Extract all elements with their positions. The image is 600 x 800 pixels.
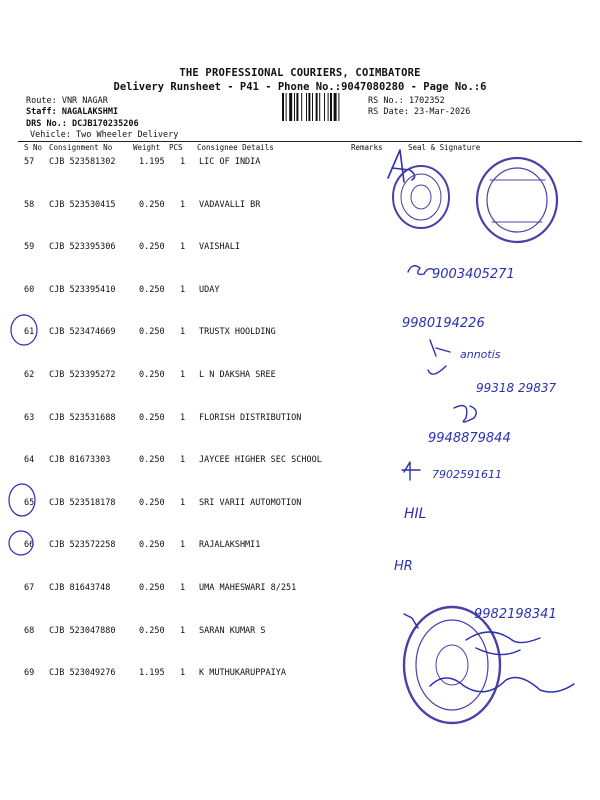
handwritten-phone-61: 9980194226 (402, 316, 485, 331)
row-sno: 68 (24, 625, 35, 636)
row-pcs: 1 (180, 327, 186, 338)
row-pcs: 1 (180, 370, 186, 380)
handwritten-phone-63: 99318 29837 (476, 381, 557, 395)
handwritten-phone-68: 9982198341 (474, 607, 557, 622)
handwritten-note-62: annotis (460, 348, 501, 361)
row-pcs: 1 (180, 625, 186, 636)
row-consignment-no: CJB 523530415 (49, 199, 116, 210)
row-pcs: 1 (180, 583, 186, 593)
row-consignment-no: CJB 523581302 (49, 157, 116, 167)
row-sno: 65 (24, 497, 35, 508)
signature-60 (408, 266, 434, 275)
row-pcs: 1 (180, 412, 186, 423)
row-weight: 0.250 (139, 412, 165, 423)
row-sno: 60 (24, 284, 35, 295)
route-label: Route: VNR NAGAR (26, 96, 108, 106)
col-seal-header: Seal & Signature (408, 143, 481, 152)
row-consignee: LIC OF INDIA (199, 157, 261, 167)
row-consignment-no: CJB 523531688 (49, 412, 116, 423)
row-consignee: UMA MAHESWARI 8/251 (199, 583, 297, 593)
row-pcs: 1 (180, 540, 186, 551)
handwritten-phone-65: 7902591611 (432, 468, 502, 481)
company-stamp-1 (393, 166, 449, 228)
row-sno: 67 (24, 583, 35, 593)
row-sno: 69 (24, 668, 35, 679)
row-pcs: 1 (180, 284, 186, 295)
rs-number: RS No.: 1702352 (368, 96, 445, 106)
staff-label: Staff: NAGALAKSHMI (26, 107, 119, 117)
col-pcs-header: PCS (169, 143, 183, 152)
row-consignment-no: CJB 523047880 (49, 625, 116, 636)
col-consignment-header: Consignment No (49, 143, 113, 152)
row-weight: 1.195 (139, 668, 165, 679)
row-65-circle (9, 484, 35, 516)
row-consignee: TRUSTX HOOLDING (199, 327, 276, 338)
row-consignee: FLORISH DISTRIBUTION (199, 412, 302, 423)
row-61-circle (11, 315, 37, 345)
row-consignee: SARAN KUMAR S (199, 625, 266, 636)
signature-62 (428, 340, 450, 374)
rs-date: RS Date: 23-Mar-2026 (368, 107, 471, 117)
row-pcs: 1 (180, 497, 186, 508)
row-66-circle (9, 531, 33, 555)
row-sno: 59 (24, 242, 35, 253)
row-consignee: VAISHALI (199, 242, 240, 253)
row-consignment-no: CJB 523049276 (49, 668, 116, 679)
row-consignee: K MUTHUKARUPPAIYA (199, 668, 286, 679)
company-stamp-3 (404, 607, 500, 723)
row-sno: 57 (24, 157, 35, 167)
row-consignment-no: CJB 523474669 (49, 327, 116, 338)
col-sno-header: S No (24, 143, 43, 152)
row-sno: 63 (24, 412, 35, 423)
row-pcs: 1 (180, 199, 186, 210)
row-weight: 0.250 (139, 284, 165, 295)
company-stamp-2 (477, 158, 557, 242)
col-weight-header: Weight (133, 143, 161, 152)
handwritten-mark-65: HIL (404, 506, 427, 522)
row-sno: 66 (24, 540, 35, 551)
row-weight: 0.250 (139, 370, 165, 380)
row-weight: 0.250 (139, 455, 165, 466)
row-weight: 0.250 (139, 327, 165, 338)
row-weight: 0.250 (139, 242, 165, 253)
row-consignee: L N DAKSHA SREE (199, 370, 276, 380)
row-consignment-no: CJB 523572258 (49, 540, 116, 551)
signature-64 (402, 462, 420, 480)
row-consignment-no: CJB 523395410 (49, 284, 116, 295)
row-consignee: UDAY (199, 284, 220, 295)
row-weight: 0.250 (139, 199, 165, 210)
row-consignee: VADAVALLI BR (199, 199, 261, 210)
row-consignment-no: CJB 81673303 (49, 455, 111, 466)
row-consignment-no: CJB 81643748 (49, 583, 111, 593)
handwritten-mark-66: HR (394, 559, 413, 574)
row-consignee: SRI VARII AUTOMOTION (199, 497, 302, 508)
row-consignment-no: CJB 523395272 (49, 370, 116, 380)
row-consignee: JAYCEE HIGHER SEC SCHOOL (199, 455, 322, 466)
company-title: THE PROFESSIONAL COURIERS, COIMBATORE (179, 67, 421, 79)
col-consignee-header: Consignee Details (197, 143, 274, 152)
row-pcs: 1 (180, 455, 186, 466)
signature-63 (454, 406, 476, 422)
row-sno: 62 (24, 370, 35, 380)
row-weight: 0.250 (139, 583, 165, 593)
row-consignee: RAJALAKSHMI1 (199, 540, 261, 551)
row-weight: 0.250 (139, 540, 165, 551)
row-pcs: 1 (180, 242, 186, 253)
drs-label: DRS No.: DCJB170235206 (26, 119, 139, 129)
row-sno: 58 (24, 199, 35, 210)
row-pcs: 1 (180, 157, 186, 167)
row-consignment-no: CJB 523518178 (49, 497, 116, 508)
signature-68 (466, 632, 540, 655)
col-remarks-header: Remarks (351, 143, 383, 152)
row-weight: 1.195 (139, 157, 165, 167)
row-sno: 64 (24, 455, 35, 466)
row-pcs: 1 (180, 668, 186, 679)
row-sno: 61 (24, 327, 35, 338)
row-consignment-no: CJB 523395306 (49, 242, 116, 253)
vehicle-label: Vehicle: Two Wheeler Delivery (30, 130, 179, 140)
row-weight: 0.250 (139, 625, 165, 636)
row-weight: 0.250 (139, 497, 165, 508)
runsheet-title: Delivery Runsheet - P41 - Phone No.:9047080280 - Page No.:6 (113, 81, 487, 93)
handwritten-phone-60: 9003405271 (432, 267, 515, 282)
handwritten-phone-64: 9948879844 (428, 431, 511, 446)
